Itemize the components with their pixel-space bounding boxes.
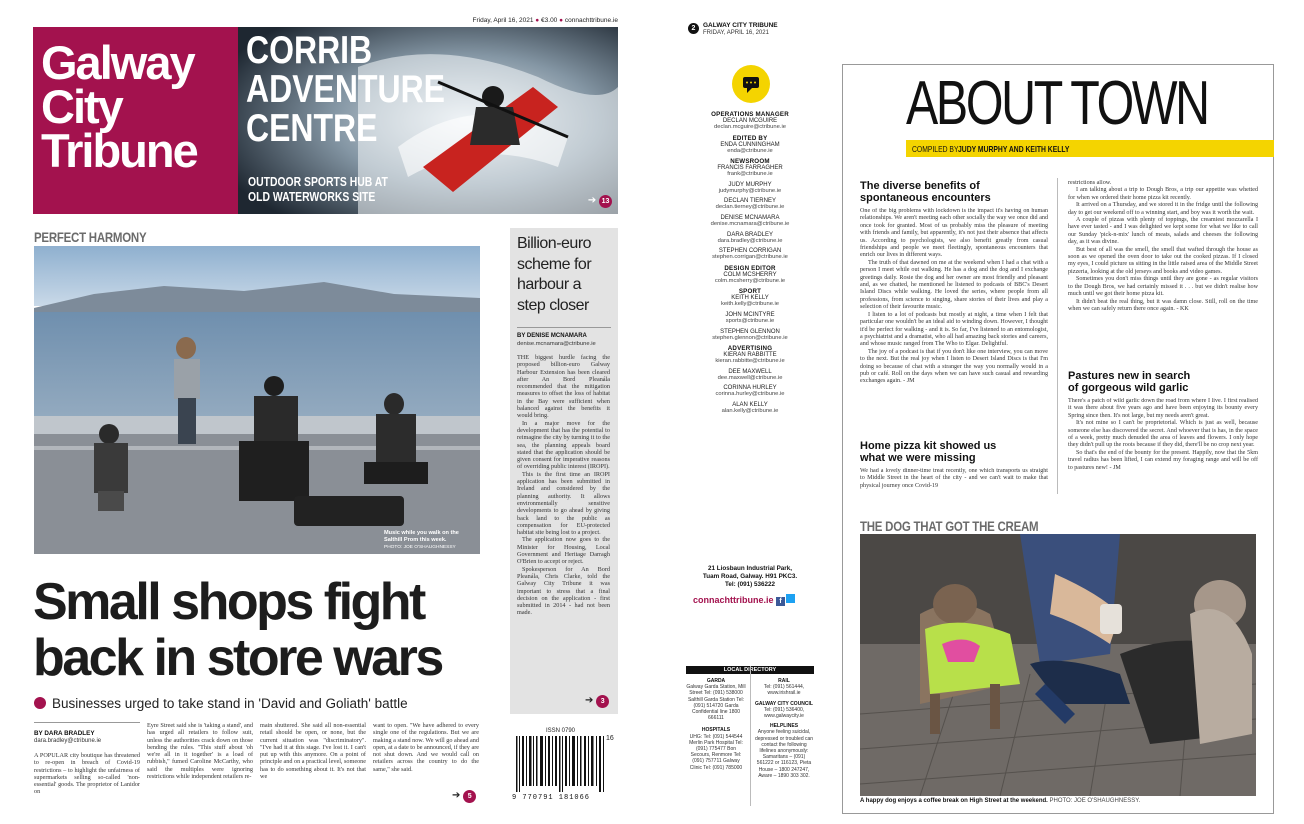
staff-name: STEPHEN CORRIGAN: [718, 248, 782, 255]
photo-kicker: PERFECT HARMONY: [34, 229, 147, 245]
office-address: [682, 565, 818, 589]
lead-col-4: want to open. "We have adhered to every single one of the regulations. But we are making a stand now. We will go ahead and open, at a date to be announced, if they are not shut down. And we would call on retailers across the country to do the same," she said.: [373, 722, 479, 773]
staff-entry: [682, 135, 818, 154]
article-3-headline-line-1: Pastures new in search: [1068, 370, 1191, 382]
staff-name: DEE MAXWELL: [728, 368, 772, 375]
lead-headline-line-2: back in store wars: [33, 629, 442, 687]
lead-byline: BY DARA BRADLEY: [34, 730, 95, 737]
staff-name: CORINNA HURLEY: [723, 385, 777, 392]
staff-entry: [682, 215, 818, 227]
staff-name: KEITH KELLY: [731, 295, 769, 302]
staff-name: STEPHEN GLENNON: [720, 328, 780, 335]
article-3-headline[interactable]: [1068, 370, 1258, 394]
address-phone: Tel: (091) 536222: [725, 581, 775, 588]
promo-title-1: CORRIB: [246, 29, 373, 72]
staff-role: SPORT: [738, 288, 762, 296]
sidebar-byline: BY DENISE MCNAMARA: [517, 333, 587, 339]
dog-caption-line: [860, 798, 1140, 804]
staff-email[interactable]: enda@ctribune.ie: [727, 147, 773, 154]
staff-role: OPERATIONS MANAGER: [711, 111, 789, 118]
sidebar-headline[interactable]: Billion-euro scheme for harbour a step closer: [517, 235, 592, 314]
article-1-headline-line-1: The diverse benefits of: [860, 180, 980, 192]
staff-entry: [682, 182, 818, 194]
directory-rail: Tel: (091) 561444, www.irishrail.ie: [763, 684, 805, 697]
directory-council: Tel: (091) 536400, www.galwaycity.ie: [763, 706, 805, 720]
staff-email[interactable]: keith.kelly@ctribune.ie: [720, 301, 780, 308]
staff-role: ADVERTISING: [727, 345, 773, 353]
staff-email[interactable]: declan.mcguire@ctribune.ie: [714, 124, 786, 130]
lead-headline[interactable]: [33, 574, 442, 686]
staff-entry: [682, 288, 818, 307]
article-1-headline[interactable]: [860, 180, 1050, 204]
staff-email[interactable]: judymurphy@ctribune.ie: [718, 187, 782, 194]
musicians-photo: [34, 246, 480, 554]
lead-headline-line-1: Small shops fight: [33, 573, 424, 631]
site-url[interactable]: connachttribune.ie: [564, 17, 618, 24]
sidebar-body: THE biggest hurdle facing the proposed billion-euro Galway Harbour Extension has been cleared after An Bord Pleanála recommended that the mitigation measures to offset the loss of habitat in the Bay were sufficient when balanced against the benefits it would bring. In a major move for the development that has the potential to reimagine the city by turning it to the sea, the planning appeals board stated that the application should be given consent for imperative reasons of overriding public interest (IROPI). This is the first time an IROPI application has been submitted in Ireland and considered by the planning authority. It allows environmentally sensitive developments to go ahead by giving back land to the public as compensation for EU-protected habitat site being lost to a project. The application now goes to the Minister for Housing, Local Government and Heritage Darragh O'Brien to accept or reject. Spokesperson for An Bord Pleanála, Chris Clarke, told the Galway City Tribune it was important to stress that a final decision on the application - first submitted in 2014 - had not been made.: [517, 354, 610, 617]
dog-credit: PHOTO: JOE O'SHAUGHNESSY.: [1049, 798, 1141, 804]
article-2-headline-line-1: Home pizza kit showed us: [860, 440, 997, 452]
staff-name: DECLAN TIERNEY: [724, 198, 776, 205]
staff-entry: [682, 265, 818, 284]
standfirst-text: Businesses urged to take stand in 'David and Goliath' battle: [52, 696, 408, 711]
staff-name: JUDY MURPHY: [728, 181, 772, 188]
staff-email[interactable]: colm.mcsherry@ctribune.ie: [714, 277, 786, 284]
article-1-body: One of the big problems with lockdown is the impact it's having on human relationships. We aren't meeting each other socially the way we once did and once took for granted. Most of us probably miss the pleasure of meeting with friends and family, but apparently, it's not just their absence that affects us. According to psychologists, we also benefit greatly from casual friendships and people we meet fleetingly, spontaneous encounters that enrich our lives in different ways. The truth of that dawned on me at the weekend when I had a chat with a person I meet while out walking. He has a dog and the dog and I exchange greetings daily. Rosie the dog and her owner are most friendly and pleasant and, as we chatted, he mentioned he listened to podcasts of BBC's Desert Island Discs while walking. He loved the series, where people from all professions, from science to singing, share stories of their lives and play a selection of their favourite music. I listen to a lot of podcasts but mostly at night, a time when I felt that particular one wouldn't be an ideal aid to winding down. However, I thought it'd be perfect for walking - and it is. So far, I've listened to an entomologist, a psychiatrist and a dramatist, who all had amazing back stories and careers, and whose music ranged from The Who to Elgar. Delightful. The joy of a podcast is that if you don't like one interview, you can move to the next. But the real joy when I listen to Desert Island Discs is that I'm doing so because of chat with a stranger the way you normally would in a pub or café. Roll on the days when we can have such casual and rewarding exchanges again. - JM: [860, 208, 1048, 385]
dog-coffee-photo: [860, 534, 1256, 796]
staff-email[interactable]: dara.bradley@ctribune.ie: [717, 237, 783, 244]
directory-garda: Galway Garda Station, Mill Street Tel: (091) 538000 Salthill Garda Station Tel: (091) 514720 Garda Confidential line 1800 666111: [686, 684, 746, 722]
staff-role: NEWSROOM: [730, 158, 770, 166]
promo-page-badge: 13: [599, 195, 612, 208]
address-line-2: Tuam Road, Galway. H91 PKC3.: [702, 573, 798, 580]
cover-price: €3.00: [541, 17, 558, 24]
lead-col-3: main shuttered. She said all non-essential retail should be open, or none, but the current situation was "discriminatory". "I've had it at this stage. I've lost it. I can't put up with this anymore. On a point of principle and on a practical level, someone has to do something about it. It's not that we: [260, 722, 366, 781]
directory-title: LOCAL DIRECTORY: [686, 666, 814, 674]
issue-date: Friday, April 16, 2021: [472, 17, 534, 24]
directory-garda-heading: GARDA: [706, 678, 726, 684]
staff-name: FRANCIS FARRAGHER: [717, 165, 783, 172]
directory-council-heading: GALWAY CITY COUNCIL: [755, 700, 813, 707]
staff-entry: [682, 329, 818, 341]
directory-rail-heading: RAIL: [778, 678, 790, 684]
twitter-icon[interactable]: [786, 594, 795, 603]
staff-name: DARA BRADLEY: [726, 231, 774, 238]
article-2-headline-line-2: what we were missing: [860, 452, 976, 464]
compiled-label: COMPILED BY: [912, 144, 959, 154]
staff-entry: [682, 369, 818, 381]
sidebar-page-ref[interactable]: [585, 695, 609, 708]
staff-email[interactable]: dee.maxwell@ctribune.ie: [717, 374, 783, 381]
sidebar-email: denise.mcnamara@ctribune.ie: [517, 341, 596, 347]
staff-name: COLM MCSHERRY: [723, 271, 777, 278]
staff-entry: [682, 198, 818, 210]
arrow-right-icon: ➔: [452, 790, 461, 801]
promo-sub-2: OLD WATERWORKS SITE: [248, 189, 376, 204]
barcode: [510, 726, 618, 808]
folio-paper: GALWAY CITY TRIBUNE: [703, 22, 778, 29]
arrow-right-icon: ➔: [585, 695, 594, 706]
lead-email: dara.bradley@ctribune.ie: [34, 738, 102, 744]
barcode-digits: 9 770791 181066: [512, 794, 591, 802]
compilers-names: JUDY MURPHY AND KEITH KELLY: [958, 144, 1070, 154]
directory-hospitals: UHG: Tel: (091) 544544 Merlin Park Hospital Tel: (091) 775477 Bon Secours, Renmore Tel: (091) 757711 Galway Clinic Tel: (091) 785000: [689, 733, 743, 771]
article-1-headline-line-2: spontaneous encounters: [860, 192, 991, 204]
staff-email[interactable]: sports@ctribune.ie: [725, 317, 775, 324]
promo-sub-1: OUTDOOR SPORTS HUB AT: [248, 174, 388, 189]
staff-email[interactable]: alan.kelly@ctribune.ie: [721, 407, 779, 414]
sidebar-page-badge: 3: [596, 695, 609, 708]
staff-name: KIERAN RABBITTE: [723, 352, 777, 359]
dog-kicker: THE DOG THAT GOT THE CREAM: [860, 518, 1039, 534]
staff-list: [682, 111, 818, 419]
comment-bubble-icon: [732, 65, 770, 103]
directory-helplines: Anyone feeling suicidal, depressed or troubled can contact the following lifelines anonymously: Samaritans – (091) 561222 or 116123, Pieta House – 1800 247247, Aware – 1890 303 302.: [754, 729, 814, 779]
promo-title-2: ADVENTURE: [246, 68, 446, 111]
masthead: [33, 27, 238, 214]
photo-credit: PHOTO: JOE O'SHAUGHNESSY: [384, 545, 456, 550]
article-2-body: We had a lovely dinner-time treat recently, one which transports us straight to Middle Street in the heart of the city - and we can't wait to make that physical journey once Covid-19: [860, 468, 1048, 489]
staff-email[interactable]: kieran.rabbitte@ctribune.ie: [715, 358, 785, 365]
masthead-galway: Galway: [41, 36, 194, 89]
promo-kayak[interactable]: [238, 27, 618, 214]
staff-email[interactable]: stephen.corrigan@ctribune.ie: [712, 254, 788, 261]
promo-page-ref[interactable]: [588, 195, 612, 208]
facebook-icon[interactable]: f: [776, 597, 785, 606]
masthead-tribune: Tribune: [41, 124, 197, 177]
lead-page-ref[interactable]: [452, 790, 476, 803]
staff-email[interactable]: frank@ctribune.ie: [727, 171, 773, 178]
about-town-title: ABOUT TOWN: [906, 69, 1208, 138]
article-3-headline-line-2: of gorgeous wild garlic: [1068, 382, 1189, 394]
barcode-icon: [510, 736, 618, 800]
staff-email[interactable]: stephen.glennon@ctribune.ie: [712, 334, 788, 341]
lead-page-badge: 5: [463, 790, 476, 803]
article-2-continued: restrictions allow. I am talking about a trip to Dough Bros, a trip our appetite was whetted for when we ordered their home pizza kit recently. It arrived on a Thursday, and we stored it in the fridge until the following day to get our weekend off to a winning start, and boy was it worth the wait. A couple of pizzas with plenty of toppings, the creamiest mozzarella I have ever tasted - and I was delighted we kept some for what we like to call our Sunday 'pick-n-mix' lunch of meats, salads and cheeses the following day, as it was divine. But best of all was the smell, the smell that wafted through the house as soon as we opened the oven door to take out the cooked pizzas. If I closed my eyes, I could picture us sitting in the little raised area of the Middle Street pizzeria, looking at the old jerseys and books and video games. Sometimes you don't miss things until they are gone - as regular visitors to the Dough Bros, we had certainly missed it . . . but we didn't realise how much until we got their home pizza kit. It didn't beat the real thing, but it was damn close. Still, roll on the time when we can safely return there once again. - KK: [1068, 180, 1258, 312]
staff-name: DENISE MCNAMARA: [720, 214, 780, 221]
harmony-photo: [34, 246, 480, 554]
staff-role: DESIGN EDITOR: [724, 264, 776, 272]
arrow-right-icon: ➔: [587, 195, 597, 206]
staff-entry: [682, 158, 818, 177]
masthead-city: City: [41, 80, 122, 133]
barcode-issue: 16: [606, 735, 614, 742]
staff-email[interactable]: declan.tierney@ctribune.ie: [715, 204, 785, 211]
local-directory: [686, 666, 814, 806]
address-line-1: 21 Liosbaun Industrial Park,: [708, 565, 792, 572]
staff-name: ENDA CUNNINGHAM: [720, 141, 780, 148]
staff-email[interactable]: denise.mcnamara@ctribune.ie: [710, 220, 790, 227]
staff-entry: [682, 232, 818, 244]
bullet-dot-icon: [34, 697, 46, 709]
staff-entry: [682, 345, 818, 364]
lead-col-1: A POPULAR city boutique has threatened to re-open in breach of Covid-19 restrictions – to highlight the unfairness of supermarkets selling so-called 'non-essential' goods. The proprietor of Lanidor on: [34, 752, 140, 796]
photo-caption: Music while you walk on the Salthill Prom this week.: [384, 530, 459, 543]
staff-entry: [682, 402, 818, 414]
lead-standfirst: [34, 696, 408, 711]
article-3-body: There's a patch of wild garlic down the road from where I live. I first realised it was there about five years ago and have been enjoying its bounty every Spring since then. It's not large, but my needs aren't great. It's not mine so I can't be proprietorial. Which is just as well, because someone else has discovered the secret. And whoever that is has, in the space of a week, pretty much denuded the area of leaves and flowers. I only hope they didn't pull up the roots because if they did, there'll be no crop next year. So that's the end of the bounty for the present. Happily, now that the 5km travel radius has been lifted, I can extend my foraging range and will be off to pastures new! - JM: [1068, 398, 1258, 471]
staff-name: ALAN KELLY: [732, 401, 768, 408]
staff-entry: [682, 385, 818, 397]
web-link[interactable]: [693, 594, 795, 606]
folio-page-number: 2: [688, 23, 699, 34]
staff-name: JOHN MCINTYRE: [725, 311, 775, 318]
barcode-issn: ISSN 0790: [546, 728, 576, 734]
staff-entry: [682, 312, 818, 324]
staff-entry: [682, 248, 818, 260]
front-dateline: Friday, April 16, 2021 ● €3.00 ● connachttribune.ie: [472, 17, 618, 24]
directory-helplines-heading: HELPLINES: [769, 723, 799, 730]
staff-name: DECLAN MCGUIRE: [722, 118, 778, 124]
article-2-headline[interactable]: [860, 440, 1050, 464]
directory-hospitals-heading: HOSPITALS: [701, 727, 731, 734]
dog-photo: [860, 534, 1256, 796]
staff-role: EDITED BY: [732, 134, 768, 142]
folio-date: FRIDAY, APRIL 16, 2021: [703, 30, 769, 36]
web-url: connachttribune.ie: [693, 595, 774, 605]
staff-email[interactable]: corinna.hurley@ctribune.ie: [715, 391, 785, 398]
promo-title-3: CENTRE: [246, 107, 378, 150]
compiled-by-bar: [906, 140, 1274, 157]
staff-entry: [682, 111, 818, 130]
dog-caption: A happy dog enjoys a coffee break on High Street at the weekend.: [860, 798, 1048, 804]
lead-col-2: Eyre Street said she is 'taking a stand', and has urged all retailers to follow suit, unless the authorities crack down on those bending the rules. "This stuff about 'oh we're all in it together' is a load of rubbish," fumed Caroline McCarthy, who said the multiples were ignoring restrictions while independent retailers re-: [147, 722, 253, 781]
